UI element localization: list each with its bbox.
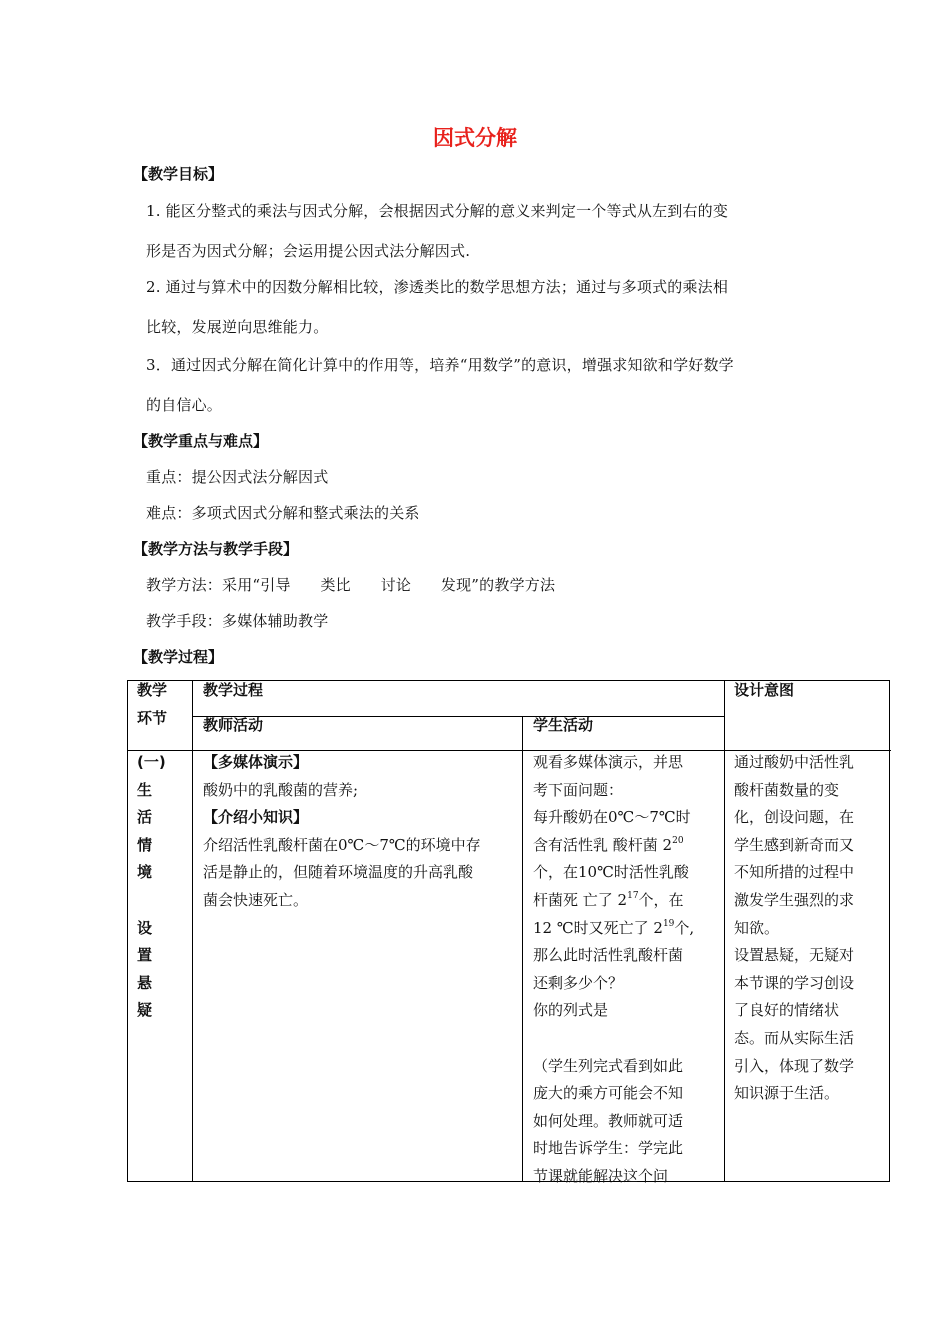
design-text: 了良好的情绪状 [734,1001,840,1020]
stage-char: 境 [137,863,153,882]
means-line: 教学手段：多媒体辅助教学 [146,612,329,630]
student-spacer [533,1025,694,1053]
header-student: 学生活动 [533,716,594,734]
student-text: 庞大的乘方可能会不知 [533,1084,684,1103]
student-text: 时地告诉学生：学完此 [533,1139,684,1158]
student-text: 你的列式是 [533,1001,609,1020]
stage-char: 情 [137,835,153,854]
design-text: 激发学生强烈的求 [734,890,855,909]
process-heading: 【教学过程】 [133,648,224,666]
student-text [533,887,694,915]
goal-line-3: 2. 通过与算术中的因数分解相比较，渗透类比的数学思想方法；通过与多项式的乘法相 [146,278,729,296]
design-intent [734,749,854,1108]
student-text-part: 含有活性乳 酸杆菌 2 [533,835,673,854]
table-divider [724,681,725,1181]
goal-line-1: 1. 能区分整式的乘法与因式分解，会根据因式分解的意义来判定一个等式从左到右的变 [146,202,729,220]
design-text: 化，创设问题，在 [734,808,855,827]
process-table [127,680,890,1185]
design-text: 酸杆菌数量的变 [734,780,840,799]
student-text: 观看多媒体演示，并思 [533,753,684,771]
table-divider [192,716,724,717]
teacher-text: 活是静止的，但随着环境温度的升高乳酸 [203,863,474,882]
design-text: 学生感到新奇而又 [734,835,855,854]
goal-line-4: 比较，发展逆向思维能力。 [146,318,329,336]
exponent: 17 [627,890,639,901]
student-text: 个，在10℃时活性乳酸 [533,863,689,882]
student-text: 节课就能解决这个问 [533,1166,669,1185]
goals-heading: 【教学目标】 [133,165,224,183]
header-teacher: 教师活动 [203,716,264,734]
student-text: 如何处理。教师就可适 [533,1111,684,1130]
stage-char: (一) [137,753,166,771]
student-activity [533,749,694,1191]
key-point: 重点：提公因式法分解因式 [146,468,329,486]
design-text: 本节课的学习创设 [734,973,855,992]
stage-char [137,887,166,915]
student-text-part: 个, [674,918,695,937]
design-text: 引入，体现了数学 [734,1056,855,1075]
student-text: 还剩多少个？ [533,973,624,992]
design-text: 通过酸奶中活性乳 [734,753,855,771]
stage-char: 悬 [137,973,153,992]
stage-char: 活 [137,808,153,827]
stage-char: 生 [137,780,153,799]
stage-column [137,749,166,1025]
design-text: 设置悬疑，无疑对 [734,946,855,965]
design-text: 知识源于生活。 [734,1084,840,1103]
header-stage-line: 教学 [137,681,168,699]
exponent: 19 [662,918,675,929]
student-text: （学生列完式看到如此 [533,1056,684,1075]
stage-char: 疑 [137,1001,153,1020]
student-text: 考下面问题： [533,780,624,799]
header-stage-line: 环节 [137,708,168,727]
header-process: 教学过程 [203,681,264,699]
stage-char: 设 [137,918,153,937]
difficult-point: 难点：多项式因式分解和整式乘法的关系 [146,504,420,522]
stage-char: 置 [137,946,153,965]
page-title: 因式分解 [433,126,517,150]
goal-line-6: 的自信心。 [146,396,223,414]
key-heading: 【教学重点与难点】 [133,432,269,450]
method-heading: 【教学方法与教学手段】 [133,540,299,558]
goal-line-2: 形是否为因式分解；会运用提公因式法分解因式. [146,242,471,260]
design-text: 不知所措的过程中 [734,863,855,882]
exponent: 20 [672,835,684,846]
teacher-text: 酸奶中的乳酸菌的营养; [203,780,359,799]
teacher-text: 介绍活性乳酸杆菌在0℃～7℃的环境中存 [203,835,481,854]
design-text: 知欲。 [734,918,780,937]
student-text: 每升酸奶在0℃～7℃时 [533,808,691,827]
student-text [533,915,694,943]
student-text [533,832,694,860]
student-text: 那么此时活性乳酸杆菌 [533,946,684,965]
teacher-text: 菌会快速死亡。 [203,890,309,909]
teacher-label: 【介绍小知识】 [203,808,309,827]
student-text-part: 12 ℃时又死亡了 2 [533,918,663,937]
table-divider [192,681,193,1181]
method-line: 教学方法：采用“引导 类比 讨论 发现”的教学方法 [146,576,556,594]
header-stage [137,677,167,732]
goal-line-5: 3．通过因式分解在简化计算中的作用等，培养“用数学”的意识，增强求知欲和学好数学 [146,356,734,374]
student-text-part: 个，在 [638,890,684,909]
header-design: 设计意图 [734,681,795,699]
student-text-part: 杆菌死 亡了 2 [533,890,628,909]
table-divider [522,716,523,1181]
design-text: 态。而从实际生活 [734,1028,855,1047]
teacher-activity [203,749,481,915]
teacher-label: 【多媒体演示】 [203,753,309,771]
